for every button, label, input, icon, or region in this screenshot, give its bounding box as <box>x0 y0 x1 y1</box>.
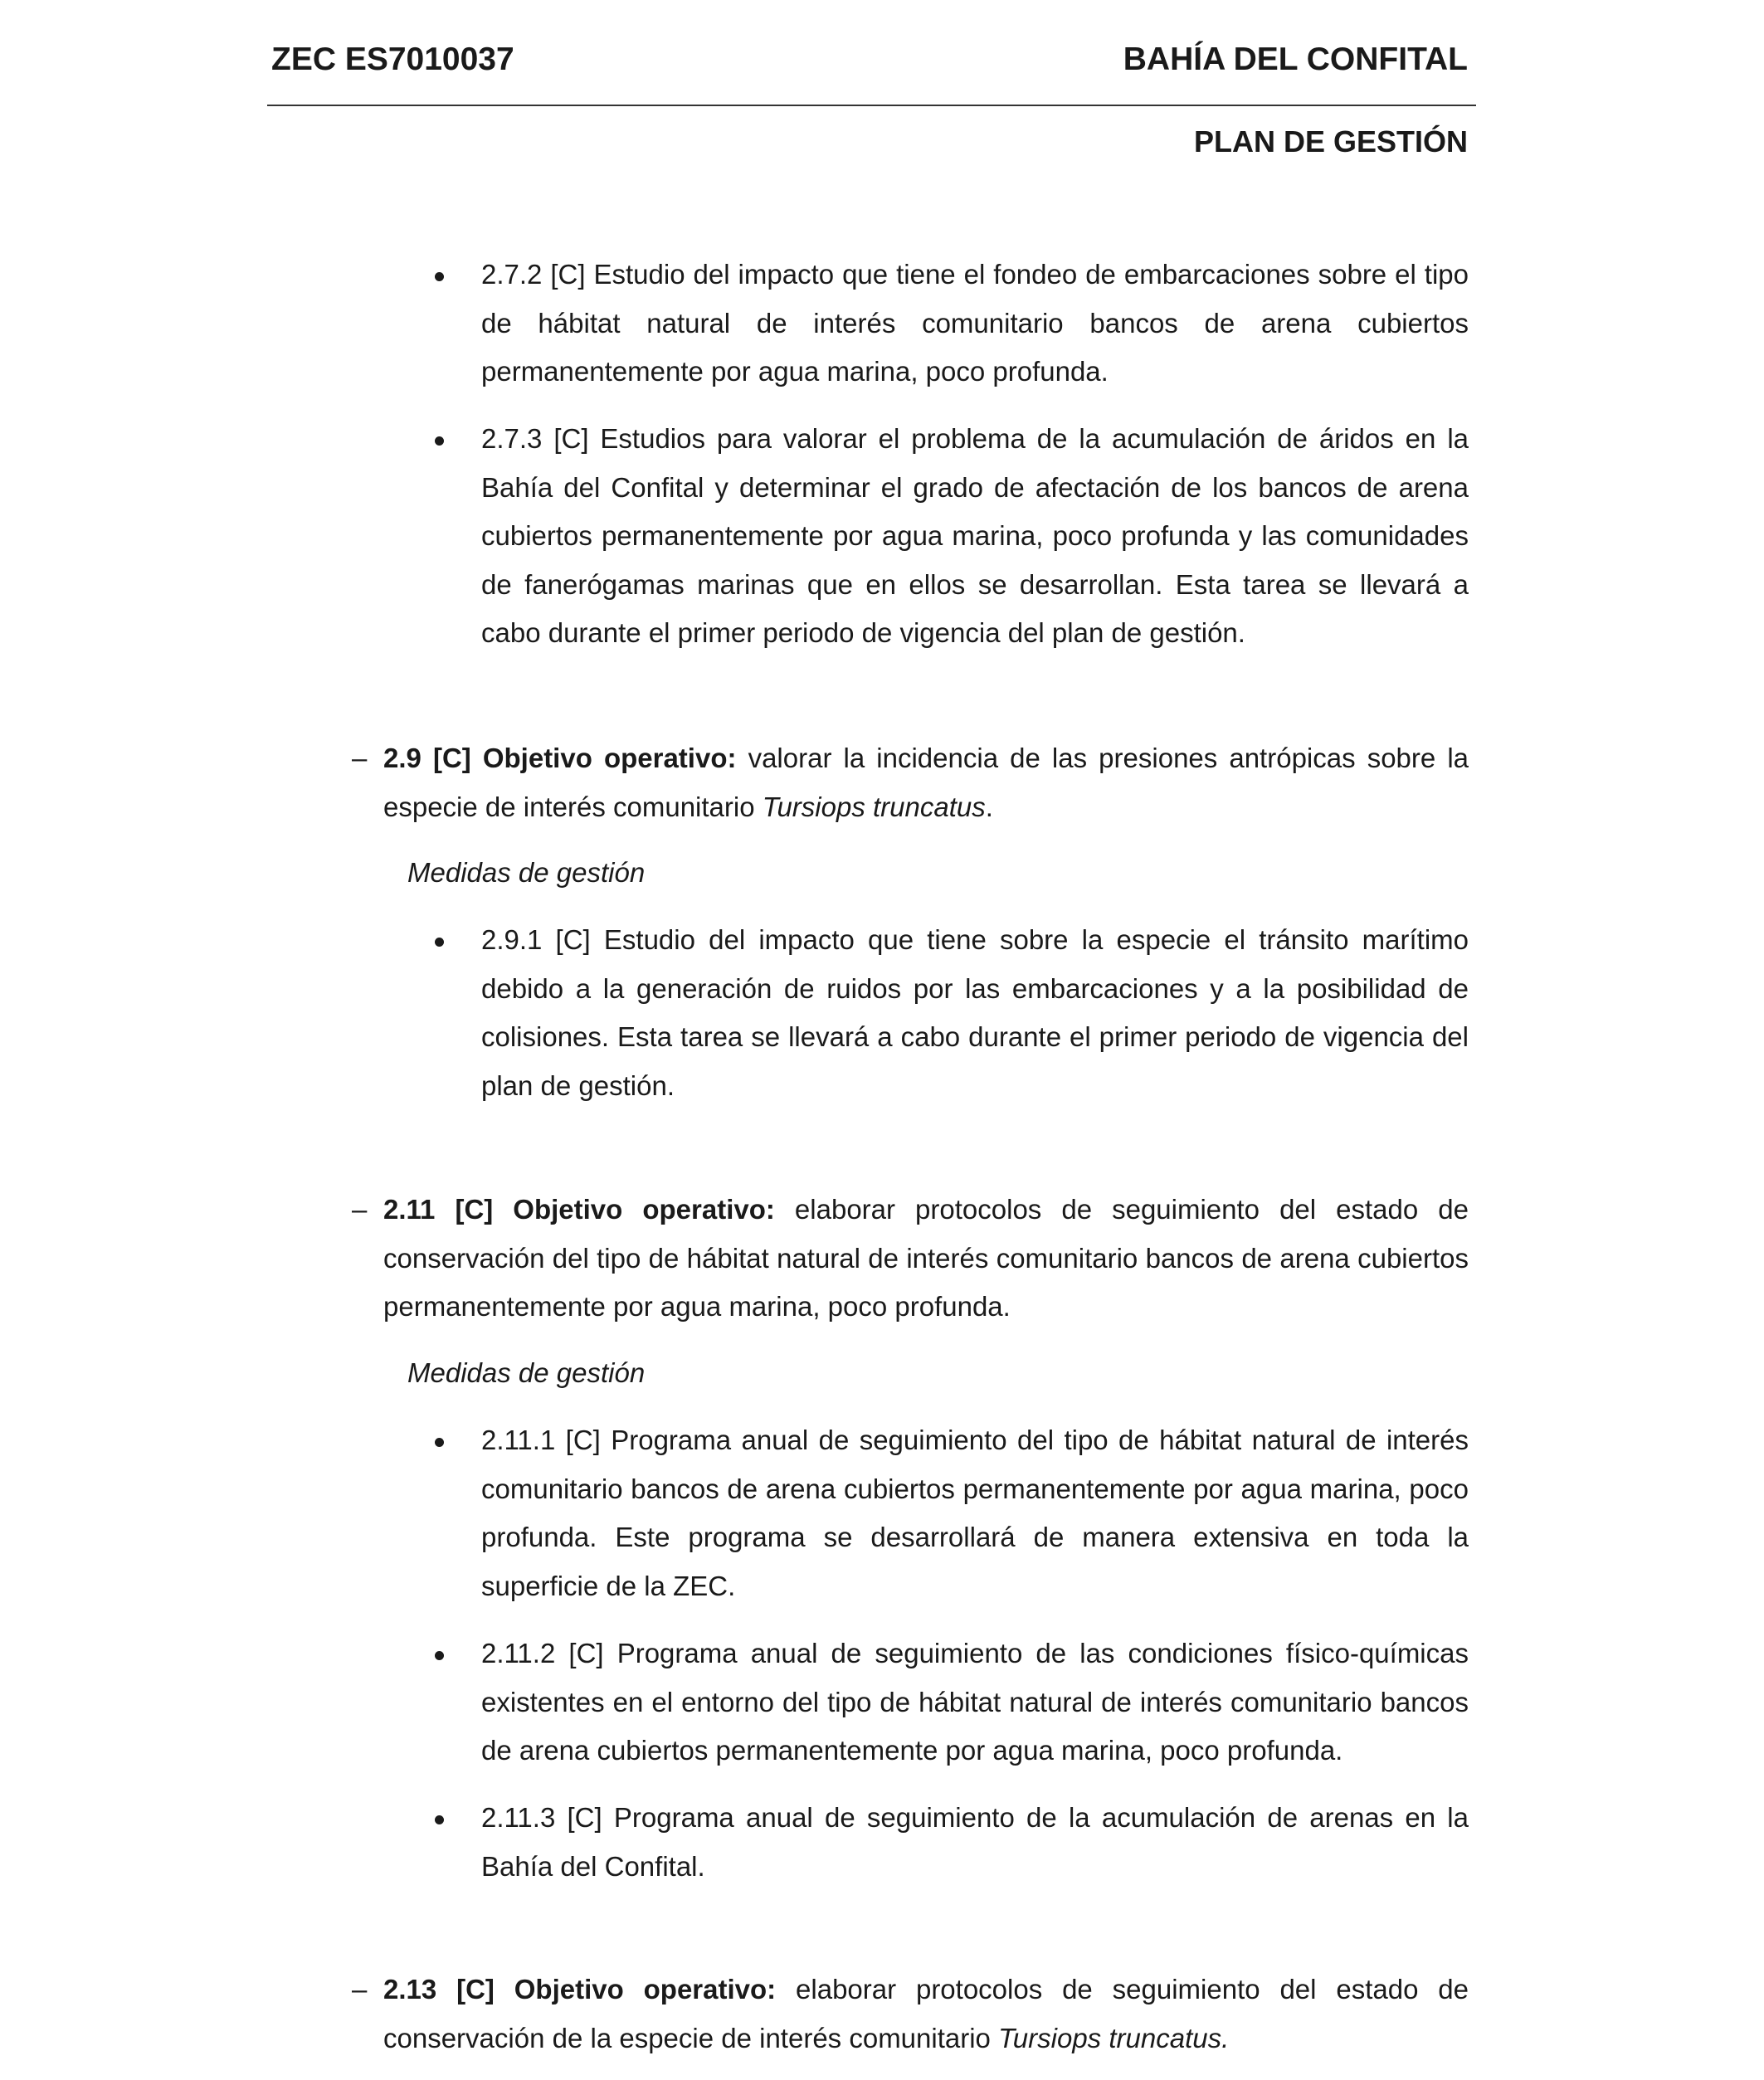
header-subtitle: PLAN DE GESTIÓN <box>1193 124 1468 158</box>
bullet-icon <box>435 272 444 281</box>
objective-text: elaborar protocolos de seguimiento del estado de conservación del tipo de hábitat natural de interés comunitario bancos de arena cubiertos permanentemente por agua marina, poco profunda. <box>383 1194 1469 1322</box>
list-item-2-11-3 <box>481 1794 1469 1891</box>
objective-text: valorar la incidencia de las presiones antrópicas sobre la especie de interés comunitario <box>383 743 1469 822</box>
list-item-2-11-1 <box>481 1416 1469 1610</box>
list-item-text: 2.7.2 [C] Estudio del impacto que tiene el fondeo de embarcaciones sobre el tipo de hábitat natural de interés comunitario bancos de arena cubiertos permanentemente por agua marina, poco profunda. <box>481 259 1469 387</box>
list-item-2-7-3 <box>481 415 1469 658</box>
header-divider <box>267 105 1476 106</box>
header-site-name: BAHÍA DEL CONFITAL <box>1123 41 1468 77</box>
objective-title: 2.11 [C] Objetivo operativo: <box>383 1194 775 1225</box>
list-item-text: 2.11.1 [C] Programa anual de seguimiento del tipo de hábitat natural de interés comunitario bancos de arena cubiertos permanentemente por agua marina, poco profunda. Este programa se desarrollará de manera extensiva en toda la superficie de la ZEC. <box>481 1425 1469 1601</box>
objective-2-9 <box>352 734 1469 831</box>
list-item-2-7-2 <box>481 251 1469 397</box>
list-item-2-9-1 <box>481 916 1469 1110</box>
header-code: ZEC ES7010037 <box>271 41 514 77</box>
objective-title: 2.9 [C] Objetivo operativo: <box>383 743 737 773</box>
species-name: Tursiops truncatus. <box>998 2022 1230 2053</box>
bullet-icon <box>435 1651 444 1660</box>
objective-title: 2.13 [C] Objetivo operativo: <box>383 1974 777 2004</box>
bullet-icon <box>435 436 444 446</box>
dash-marker: – <box>352 1974 368 2004</box>
objective-end: . <box>985 791 993 822</box>
measures-heading: Medidas de gestión <box>407 1357 646 1388</box>
list-item-text: 2.11.3 [C] Programa anual de seguimiento de la acumulación de arenas en la Bahía del Confital. <box>481 1802 1469 1882</box>
species-name: Tursiops truncatus <box>762 791 986 822</box>
list-item-text: 2.7.3 [C] Estudios para valorar el problema de la acumulación de áridos en la Bahía del Confital y determinar el grado de afectación de los bancos de arena cubiertos permanentemente por agua marina, poco profunda y las comunidades de fanerógamas marinas que en ellos se desarrollan. Esta tarea se llevará a cabo durante el primer periodo de vigencia del plan de gestión. <box>481 423 1469 648</box>
objective-2-11 <box>352 1186 1469 1332</box>
list-item-text: 2.9.1 [C] Estudio del impacto que tiene sobre la especie el tránsito marítimo debido a la generación de ruidos por las embarcaciones y a la posibilidad de colisiones. Esta tarea se llevará a cabo durante el primer periodo de vigencia del plan de gestión. <box>481 924 1469 1101</box>
list-item-2-11-2 <box>481 1629 1469 1776</box>
objective-2-13 <box>352 1966 1469 2063</box>
measures-heading: Medidas de gestión <box>407 857 646 888</box>
bullet-icon <box>435 1815 444 1824</box>
list-item-text: 2.11.2 [C] Programa anual de seguimiento de las condiciones físico-químicas existentes en el entorno del tipo de hábitat natural de interés comunitario bancos de arena cubiertos permanentemente por agua marina, poco profunda. <box>481 1638 1469 1766</box>
dash-marker: – <box>352 743 368 773</box>
dash-marker: – <box>352 1194 368 1225</box>
objective-text: elaborar protocolos de seguimiento del estado de conservación de la especie de interés comunitario <box>383 1974 1469 2053</box>
bullet-icon <box>435 1438 444 1447</box>
bullet-icon <box>435 938 444 947</box>
